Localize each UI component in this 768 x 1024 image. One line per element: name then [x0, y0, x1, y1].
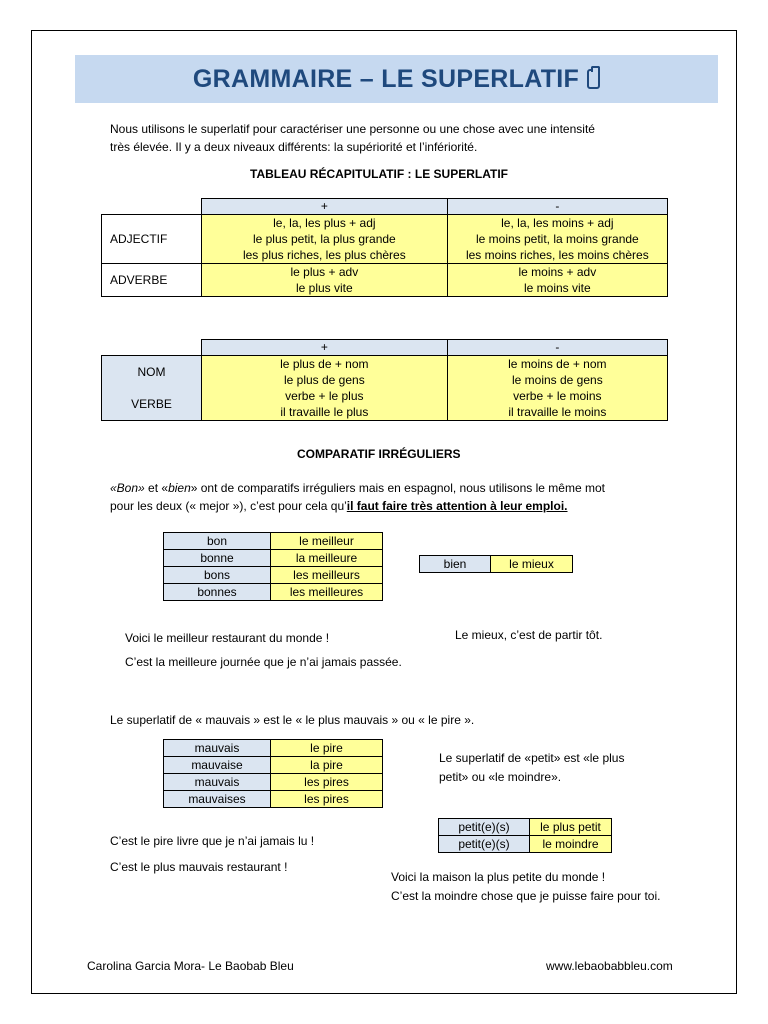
row-verbe-label: VERBE [102, 388, 202, 421]
intro-line-2: très élevée. Il y a deux niveaux différents: la supériorité et l’infériorité. [110, 140, 478, 154]
example-mieux: Le mieux, c’est de partir tôt. [455, 628, 603, 642]
adjectif-minus-cell: le, la, les moins + adj le moins petit, la moins grande les moins riches, les moins chères [447, 215, 667, 264]
example-pire-livre: C’est le pire livre que je n’ai jamais lu ! [110, 834, 315, 848]
nom-verbe-table [101, 339, 668, 421]
col-plus-header: + [202, 199, 448, 215]
footer-author: Carolina Garcia Mora- Le Baobab Bleu [87, 959, 294, 973]
col-minus-header: - [447, 199, 667, 215]
clipboard-icon [587, 69, 600, 89]
row-adverbe-label: ADVERBE [102, 264, 202, 297]
verbe-plus-cell: verbe + le plus il travaille le plus [202, 388, 448, 421]
petit-intro-line-1: Le superlatif de «petit» est «le plus [439, 751, 625, 765]
adverbe-minus-cell: le moins + adv le moins vite [447, 264, 667, 297]
irreg-paragraph-line-2: pour les deux (« mejor »), c’est pour cela qu’il faut faire très attention à leur emploi. [110, 499, 568, 513]
adverbe-plus-cell: le plus + adv le plus vite [202, 264, 448, 297]
verbe-minus-cell: verbe + le moins il travaille le moins [447, 388, 667, 421]
row-adjectif-label: ADJECTIF [102, 215, 202, 264]
bien-table: bien le mieux [419, 555, 573, 573]
col-plus-header-2: + [202, 340, 448, 356]
irreg-paragraph-line-1: «Bon» et «bien» ont de comparatifs irréguliers mais en espagnol, nous utilisons le même mot [110, 481, 605, 495]
recap-title: TABLEAU RÉCAPITULATIF : LE SUPERLATIF [250, 167, 508, 181]
nom-plus-cell: le plus de + nom le plus de gens [202, 356, 448, 389]
irreg-title: COMPARATIF IRRÉGULIERS [297, 447, 461, 461]
bon-table: bon le meilleur bonne la meilleure bons les meilleurs bonnes les meilleures [163, 532, 383, 601]
footer-website[interactable]: www.lebaobabbleu.com [546, 959, 673, 973]
example-plus-mauvais-restaurant: C’est le plus mauvais restaurant ! [110, 860, 288, 874]
mauvais-intro: Le superlatif de « mauvais » est le « le plus mauvais » ou « le pire ». [110, 713, 475, 727]
title-bar [75, 55, 718, 103]
row-nom-label: NOM [102, 356, 202, 389]
adjectif-plus-cell: le, la, les plus + adj le plus petit, la plus grande les plus riches, les plus chères [202, 215, 448, 264]
example-meilleure-journee: C’est la meilleure journée que je n’ai jamais passée. [125, 655, 402, 669]
col-minus-header-2: - [447, 340, 667, 356]
example-maison-plus-petite: Voici la maison la plus petite du monde ! [391, 870, 606, 884]
example-moindre-chose: C’est la moindre chose que je puisse faire pour toi. [391, 889, 661, 903]
example-meilleur-restaurant: Voici le meilleur restaurant du monde ! [125, 631, 330, 645]
recap-table [101, 198, 668, 297]
mauvais-table: mauvais le pire mauvaise la pire mauvais les pires mauvaises les pires [163, 739, 383, 808]
nom-minus-cell: le moins de + nom le moins de gens [447, 356, 667, 389]
petit-intro-line-2: petit» ou «le moindre». [439, 770, 562, 784]
intro-line-1: Nous utilisons le superlatif pour caractériser une personne ou une chose avec une intensité [110, 122, 595, 136]
page-title: GRAMMAIRE – LE SUPERLATIF [192, 64, 580, 93]
petit-table: petit(e)(s) le plus petit petit(e)(s) le moindre [438, 818, 612, 853]
